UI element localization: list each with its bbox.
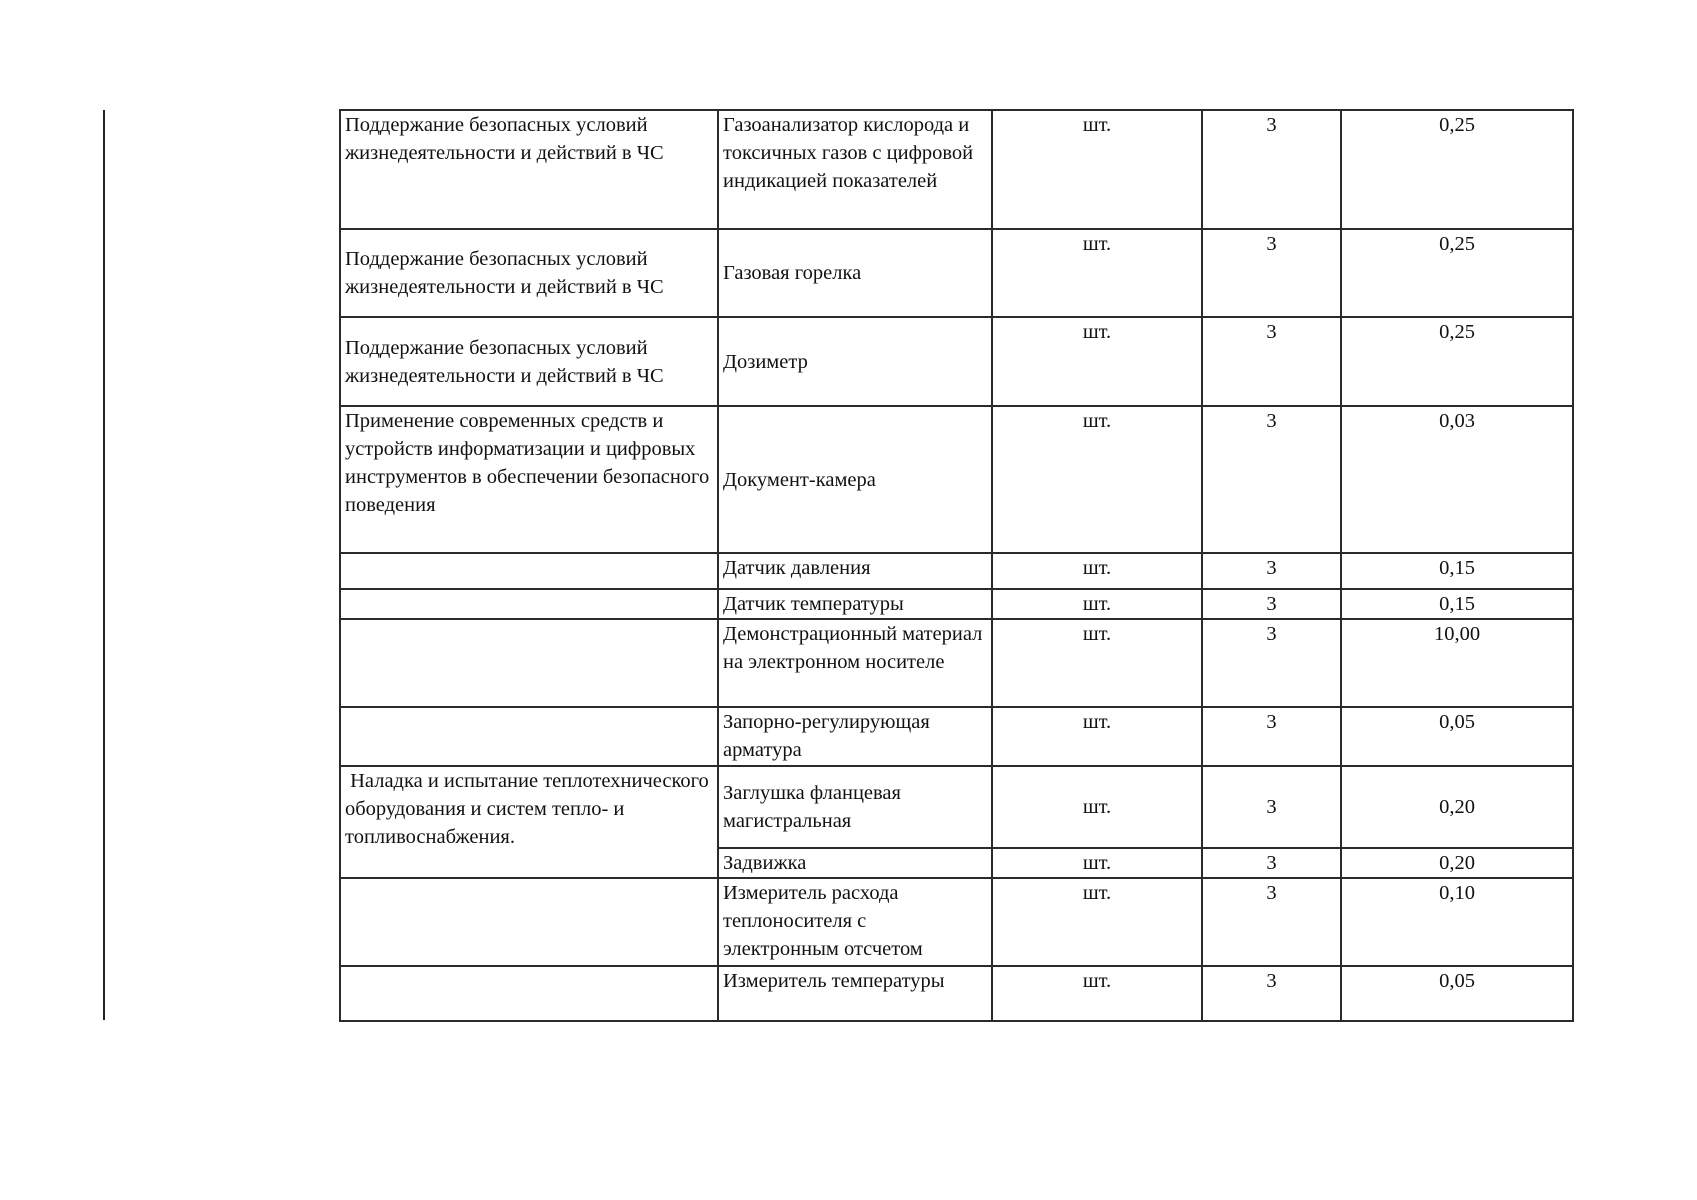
unit-cell: шт. <box>992 619 1202 707</box>
value-cell: 0,03 <box>1341 406 1573 553</box>
table-row <box>340 589 1573 619</box>
unit-cell: шт. <box>992 966 1202 1021</box>
equipment-table <box>339 109 1574 1022</box>
table-row <box>340 229 1573 317</box>
table-row <box>340 707 1573 766</box>
purpose-cell <box>340 553 718 589</box>
equipment-name-cell: Датчик давления <box>718 553 992 589</box>
table-row <box>340 766 1573 848</box>
quantity-cell: 3 <box>1202 406 1341 553</box>
equipment-name-cell: Газовая горелка <box>718 229 992 317</box>
quantity-cell: 3 <box>1202 589 1341 619</box>
quantity-cell: 3 <box>1202 110 1341 229</box>
equipment-name-cell: Задвижка <box>718 848 992 878</box>
purpose-cell <box>340 589 718 619</box>
unit-cell: шт. <box>992 848 1202 878</box>
equipment-name-cell: Датчик температуры <box>718 589 992 619</box>
purpose-cell: Поддержание безопасных условий жизнедеятельности и действий в ЧС <box>340 110 718 229</box>
unit-cell: шт. <box>992 317 1202 406</box>
equipment-name-cell: Заглушка фланцевая магистральная <box>718 766 992 848</box>
quantity-cell: 3 <box>1202 766 1341 848</box>
quantity-cell: 3 <box>1202 878 1341 966</box>
value-cell: 0,15 <box>1341 553 1573 589</box>
unit-cell: шт. <box>992 766 1202 848</box>
purpose-cell: Применение современных средств и устройств информатизации и цифровых инструментов в обеспечении безопасного поведения <box>340 406 718 553</box>
purpose-cell <box>340 966 718 1021</box>
quantity-cell: 3 <box>1202 966 1341 1021</box>
table-row <box>340 110 1573 229</box>
value-cell: 0,25 <box>1341 317 1573 406</box>
value-cell: 0,05 <box>1341 966 1573 1021</box>
purpose-cell: Поддержание безопасных условий жизнедеятельности и действий в ЧС <box>340 317 718 406</box>
quantity-cell: 3 <box>1202 707 1341 766</box>
unit-cell: шт. <box>992 553 1202 589</box>
unit-cell: шт. <box>992 589 1202 619</box>
table-row <box>340 406 1573 553</box>
table-row <box>340 317 1573 406</box>
value-cell: 0,20 <box>1341 766 1573 848</box>
equipment-name-cell: Дозиметр <box>718 317 992 406</box>
value-cell: 0,20 <box>1341 848 1573 878</box>
table-row <box>340 966 1573 1021</box>
unit-cell: шт. <box>992 878 1202 966</box>
table-row <box>340 619 1573 707</box>
quantity-cell: 3 <box>1202 553 1341 589</box>
purpose-cell: Наладка и испытание теплотехнического оборудования и систем тепло- и топливоснабжения. <box>340 766 718 878</box>
purpose-cell <box>340 707 718 766</box>
value-cell: 10,00 <box>1341 619 1573 707</box>
value-cell: 0,25 <box>1341 229 1573 317</box>
quantity-cell: 3 <box>1202 848 1341 878</box>
purpose-cell: Поддержание безопасных условий жизнедеятельности и действий в ЧС <box>340 229 718 317</box>
equipment-name-cell: Демонстрационный материал на электронном носителе <box>718 619 992 707</box>
table-row <box>340 553 1573 589</box>
unit-cell: шт. <box>992 110 1202 229</box>
purpose-cell <box>340 619 718 707</box>
equipment-name-cell: Документ-камера <box>718 406 992 553</box>
value-cell: 0,25 <box>1341 110 1573 229</box>
unit-cell: шт. <box>992 707 1202 766</box>
value-cell: 0,05 <box>1341 707 1573 766</box>
quantity-cell: 3 <box>1202 229 1341 317</box>
equipment-name-cell: Измеритель расхода теплоносителя с электронным отсчетом <box>718 878 992 966</box>
equipment-name-cell: Запорно-регулирующая арматура <box>718 707 992 766</box>
unit-cell: шт. <box>992 229 1202 317</box>
page-margin-rule <box>103 110 105 1020</box>
quantity-cell: 3 <box>1202 317 1341 406</box>
equipment-name-cell: Измеритель температуры <box>718 966 992 1021</box>
value-cell: 0,10 <box>1341 878 1573 966</box>
purpose-cell <box>340 878 718 966</box>
equipment-name-cell: Газоанализатор кислорода и токсичных газов с цифровой индикацией показателей <box>718 110 992 229</box>
unit-cell: шт. <box>992 406 1202 553</box>
quantity-cell: 3 <box>1202 619 1341 707</box>
table-row <box>340 878 1573 966</box>
value-cell: 0,15 <box>1341 589 1573 619</box>
